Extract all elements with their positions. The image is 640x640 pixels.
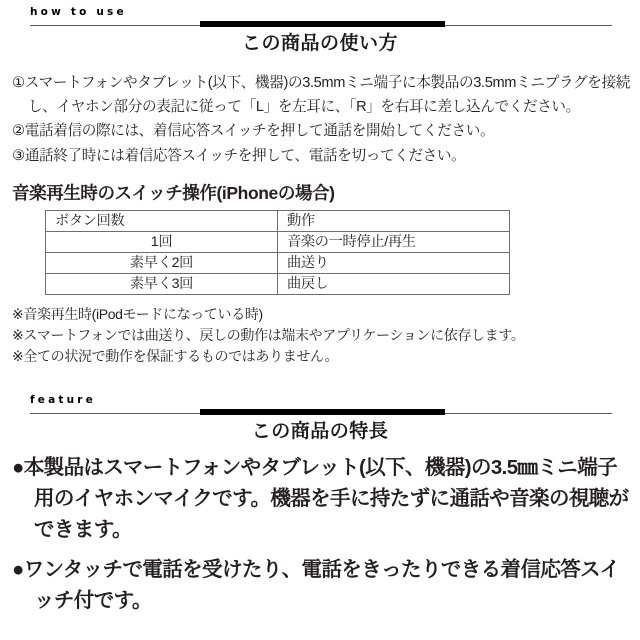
feature-item: ●本製品はスマートフォンやタブレット(以下、機器)の3.5㎜ミニ端子用のイヤホンマイクです。機器を手に持たずに通話や音楽の視聴ができます。 [12,456,629,541]
feature-item: ●ワンタッチで電話を受けたり、電話をきったりできる着信応答スイッチ付です。 [12,558,620,612]
howto-step: ①スマートフォンやタブレット(以下、機器)の3.5mmミニ端子に本製品の3.5mmミニプラグを接続し、イヤホン部分の表記に従って「L」を左耳に、「R」を右耳に差し込んでください。 [12,75,631,115]
howto-eyebrow-label: how to use [30,6,127,18]
feature-eyebrow-label: feature [30,394,96,406]
note-line: ※音楽再生時(iPodモードになっている時) [12,306,263,322]
switch-operation-subheading: 音楽再生時のスイッチ操作(iPhoneの場合) [12,183,335,203]
table-header-row [46,211,510,232]
table-cell-button-count: 素早く2回 [46,253,278,274]
feature-header-bar [200,409,445,415]
table-cell-button-count: 1回 [46,232,278,253]
switch-operation-table [45,210,510,295]
feature-section-header [0,388,640,440]
table-cell-button-count: 素早く3回 [46,274,278,295]
note-line: ※スマートフォンでは曲送り、戻しの動作は端末やアプリケーションに依存します。 [12,327,525,343]
table-cell-action: 曲送り [278,253,510,274]
howto-step: ③通話終了時には着信応答スイッチを押して、電話を切ってください。 [12,147,466,164]
howto-section-header [0,0,640,52]
feature-list [12,452,634,625]
howto-notes [12,304,632,367]
table-row [46,232,510,253]
howto-section-title: この商品の使い方 [241,33,398,54]
table-row [46,253,510,274]
feature-section-title: この商品の特長 [251,421,389,442]
table-cell-action: 曲戻し [278,274,510,295]
table-row [46,274,510,295]
table-header-cell-button-count: ボタン回数 [46,211,278,232]
howto-step: ②電話着信の際には、着信応答スイッチを押して通話を開始してください。 [12,123,495,139]
table-cell-action: 音楽の一時停止/再生 [278,232,510,253]
table-header-cell-action: 動作 [278,211,510,232]
howto-step-list [12,72,632,169]
howto-header-bar [200,21,445,27]
note-line: ※全ての状況で動作を保証するものではありません。 [12,348,339,364]
